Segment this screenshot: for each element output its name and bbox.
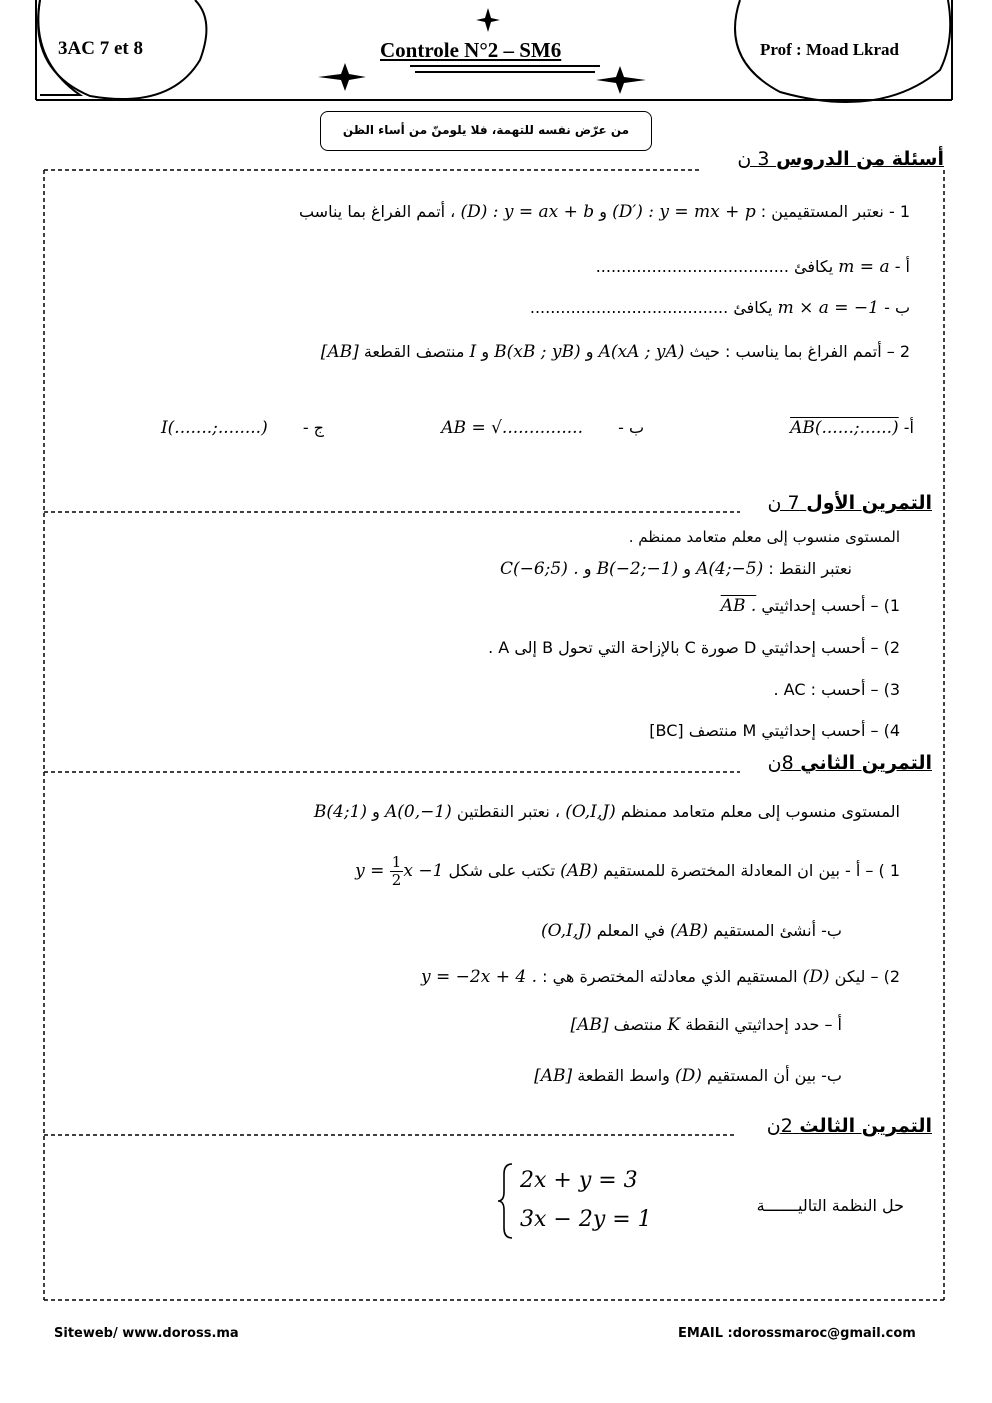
prof-name: Prof : Moad Lkrad <box>760 40 899 59</box>
section-title-ex3: التمرين الثالث 2ن <box>766 1115 932 1137</box>
page-title: Controle N°2 – SM6 <box>380 38 562 62</box>
ex1-q2: 2) – أحسب إحداثيتي D صورة C بالإزاحة التي تحول B إلى A . <box>488 638 900 657</box>
footer-site[interactable]: Siteweb/ www.doross.ma <box>54 1326 239 1341</box>
ex2-q2: 2) – ليكن (D) المستقيم الذي معادلته المختصرة هي : y = −2x + 4 . <box>421 967 900 987</box>
ex2-q1a: 1 ) – أ - بين ان المعادلة المختصرة للمستقيم (AB) تكتب على شكل y = $\frac{1}{2}$ x −1 <box>355 853 900 889</box>
p1-q2: 2 – أتمم الفراغ بما يناسب : حيث A(xA ; yA) و B(xB ; yB) و I منتصف القطعة [AB] <box>320 342 910 362</box>
ex2-q2a: أ – حدد إحداثيتي النقطة K منتصف [AB] <box>570 1015 842 1035</box>
ex1-points: نعتبر النقط : A(4;−5) و B(−2;−1) و C(−6;5) . <box>499 559 852 579</box>
ex1-q4: 4) – أحسب إحداثيتي M منتصف [BC] <box>649 721 900 740</box>
ex1-q1: 1) – أحسب إحداثيتي AB . <box>720 596 900 616</box>
system-eq1: 2x + y = 3 <box>520 1168 638 1193</box>
ex1-q3: 3) – أحسب : AC . <box>773 680 900 699</box>
p1-qa: أ - m = a يكافئ ...................................... <box>595 257 910 277</box>
p1-fill-a: أ- AB(......;......) <box>790 418 914 438</box>
p1-q1: 1 - نعتبر المستقيمين : (D′) : y = mx + p و (D) : y = ax + b ، أتمم الفراغ بما يناسب <box>298 202 910 222</box>
class-label: 3AC 7 et 8 <box>58 38 143 59</box>
ex2-intro: المستوى منسوب إلى معلم متعامد ممنظم (O,I,J) ، نعتبر النقطتين A(0,−1) و B(4;1) <box>313 802 900 822</box>
section-title-ex2: التمرين الثاني 8ن <box>767 752 932 774</box>
section-title-lessons: أسئلة من الدروس 3 ن <box>737 148 944 170</box>
p1-qb: ب - m × a = −1 يكافئ ....................................... <box>529 298 910 318</box>
p1-fill-c: ج - I(.......;........) <box>160 418 324 438</box>
p1-fill-b: ب - AB = √............... <box>441 418 644 438</box>
system-eq2: 3x − 2y = 1 <box>520 1207 652 1232</box>
ex2-q2b: ب- بين أن المستقيم (D) واسط القطعة [AB] <box>534 1066 842 1086</box>
system-brace <box>496 1162 516 1240</box>
ex2-q1b: ب- أنشئ المستقيم (AB) في المعلم (O,I,J) <box>541 921 842 941</box>
footer-email[interactable]: EMAIL :dorossmaroc@gmail.com <box>678 1326 916 1341</box>
section-title-ex1: التمرين الأول 7 ن <box>767 492 932 514</box>
ex1-intro: المستوى منسوب إلى معلم متعامد ممنظم . <box>628 528 900 546</box>
quote-box: من عرّض نفسه للتهمة، فلا يلومنّ من أساء الظن <box>320 111 652 151</box>
ex3-text: حل النظمة التاليـــــــة <box>756 1196 904 1215</box>
